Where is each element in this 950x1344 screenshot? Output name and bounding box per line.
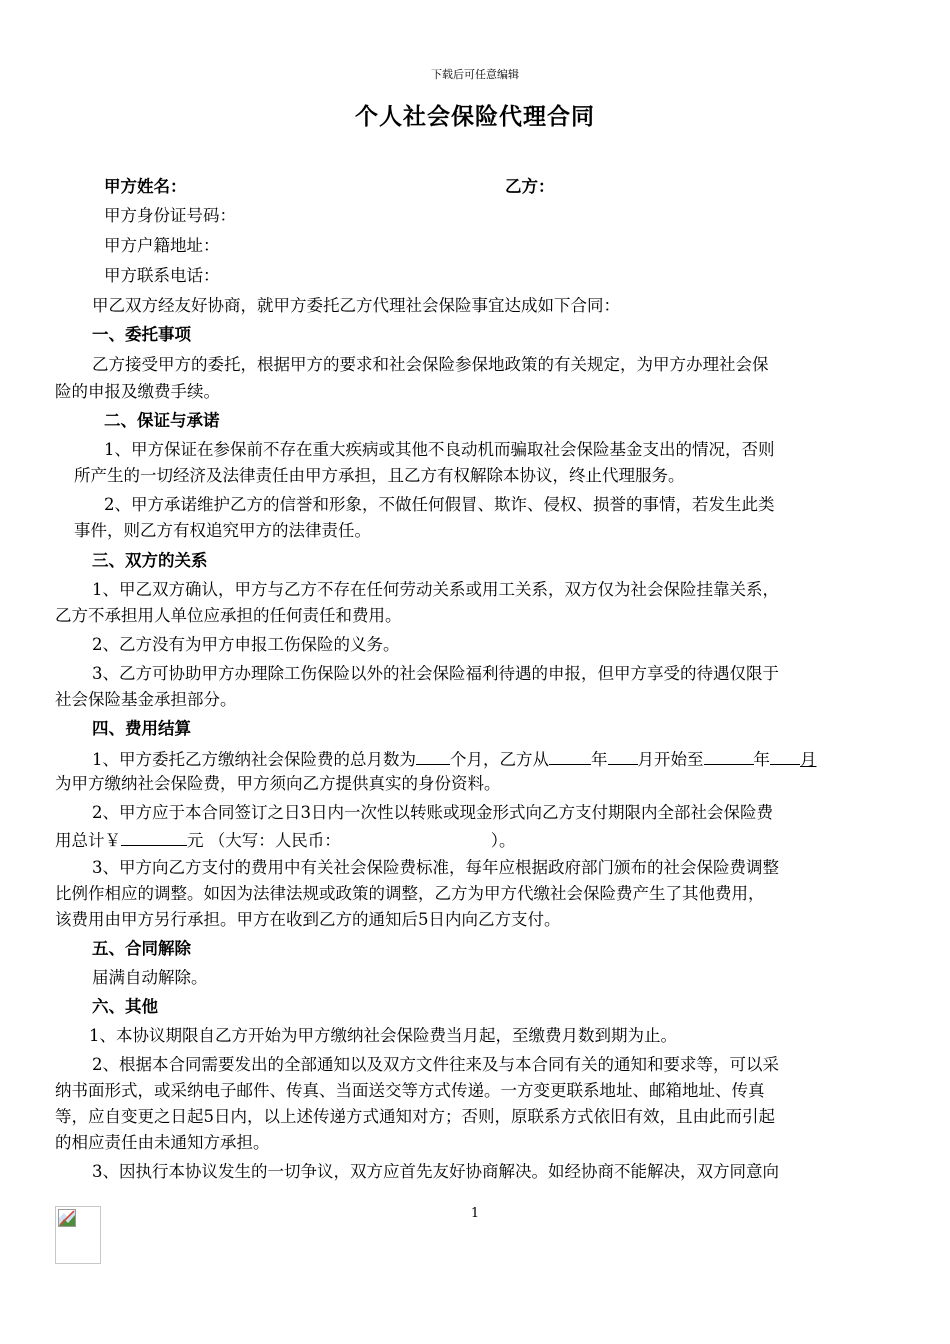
fee-text: 1、甲方委托乙方缴纳社会保险费的总月数为	[92, 750, 416, 769]
months-count-blank[interactable]	[416, 747, 450, 765]
page-number: 1	[470, 1206, 480, 1221]
document-title: 个人社会保险代理合同	[355, 103, 595, 130]
section-4-line: 比例作相应的调整。如因为法律法规或政策的调整，乙方为甲方代缴社会保险费产生了其他费用，	[55, 884, 765, 903]
page-header-note: 下载后可任意编辑	[431, 68, 519, 81]
section-5-heading: 五、合同解除	[92, 939, 191, 958]
fee-text: 年	[753, 750, 770, 769]
section-4-line: 该费用由甲方另行承担。甲方在收到乙方的通知后5日内向乙方支付。	[55, 910, 561, 929]
section-4-paragraph-2-line-2	[55, 828, 516, 852]
section-2-heading: 二、保证与承诺	[104, 411, 220, 430]
section-6-line: 2、根据本合同需要发出的全部通知以及双方文件往来及与本合同有关的通知和要求等，可以采	[92, 1055, 779, 1074]
fee-text: 年	[591, 750, 608, 769]
section-3-line: 乙方不承担用人单位应承担的任何责任和费用。	[55, 606, 402, 625]
end-year-blank[interactable]	[704, 747, 754, 765]
fee-text: 月开始至	[637, 750, 704, 769]
section-4-paragraph-1	[92, 747, 817, 771]
section-6-heading: 六、其他	[92, 997, 158, 1016]
section-6-line: 3、因执行本协议发生的一切争议，双方应首先友好协商解决。如经协商不能解决，双方同意向	[92, 1162, 779, 1181]
section-5-text: 届满自动解除。	[92, 968, 208, 987]
section-3-line: 1、甲乙双方确认，甲方与乙方不存在任何劳动关系或用工关系，双方仅为社会保险挂靠关系，	[92, 580, 779, 599]
start-month-blank[interactable]	[608, 747, 638, 765]
section-2-line: 2、甲方承诺维护乙方的信誉和形象，不做任何假冒、欺诈、侵权、损誉的事情，若发生此类	[104, 495, 775, 514]
section-1-line: 险的申报及缴费手续。	[55, 382, 220, 401]
fee-text: 用总计￥	[55, 831, 121, 850]
party-b-label: 乙方：	[505, 177, 555, 196]
section-2-line: 事件，则乙方有权追究甲方的法律责任。	[74, 521, 371, 540]
start-year-blank[interactable]	[549, 747, 591, 765]
section-3-line: 社会保险基金承担部分。	[55, 690, 237, 709]
section-4-line: 为甲方缴纳社会保险费，甲方须向乙方提供真实的身份资料。	[55, 774, 501, 793]
section-6-line: 的相应责任由未通知方承担。	[55, 1133, 270, 1152]
section-3-line: 2、乙方没有为甲方申报工伤保险的义务。	[92, 635, 400, 654]
fee-text: 个月，乙方从	[450, 750, 549, 769]
fee-text: 元 （大写：人民币：	[187, 831, 341, 850]
section-6-line: 1、本协议期限自乙方开始为甲方缴纳社会保险费当月起，至缴费月数到期为止。	[89, 1026, 677, 1045]
section-4-line: 3、甲方向乙方支付的费用中有关社会保险费标准，每年应根据政府部门颁布的社会保险费调整	[92, 858, 779, 877]
section-1-line: 乙方接受甲方的委托，根据甲方的要求和社会保险参保地政策的有关规定，为甲方办理社会保	[92, 355, 769, 374]
section-2-line: 所产生的一切经济及法律责任由甲方承担，且乙方有权解除本协议，终止代理服务。	[74, 466, 685, 485]
intro-paragraph: 甲乙双方经友好协商，就甲方委托乙方代理社会保险事宜达成如下合同：	[92, 296, 620, 315]
section-3-line: 3、乙方可协助甲方办理除工伤保险以外的社会保险福利待遇的申报，但甲方享受的待遇仅限于	[92, 664, 779, 683]
end-month-blank[interactable]	[770, 747, 800, 765]
fee-text: 月	[800, 750, 817, 769]
section-4-heading: 四、费用结算	[92, 719, 191, 738]
party-a-name-label: 甲方姓名：	[104, 177, 187, 196]
party-a-address-label: 甲方户籍地址：	[104, 236, 220, 255]
section-2-line: 1、甲方保证在参保前不存在重大疾病或其他不良动机而骗取社会保险基金支出的情况，否则	[104, 440, 775, 459]
party-a-phone-label: 甲方联系电话：	[104, 266, 220, 285]
section-3-heading: 三、双方的关系	[92, 551, 208, 570]
section-6-line: 纳书面形式，或采纳电子邮件、传真、当面送交等方式传递。一方变更联系地址、邮箱地址、传真	[55, 1081, 765, 1100]
section-4-line: 2、甲方应于本合同签订之日3日内一次性以转账或现金形式向乙方支付期限内全部社会保险费	[92, 803, 773, 822]
section-1-heading: 一、委托事项	[92, 325, 191, 344]
party-a-id-label: 甲方身份证号码：	[104, 206, 236, 225]
total-amount-blank[interactable]	[121, 828, 187, 846]
section-6-line: 等，应自变更之日起5日内，以上述传递方式通知对方；否则，原联系方式依旧有效，且由此而引起	[55, 1107, 775, 1126]
fee-text: ）。	[490, 831, 516, 850]
